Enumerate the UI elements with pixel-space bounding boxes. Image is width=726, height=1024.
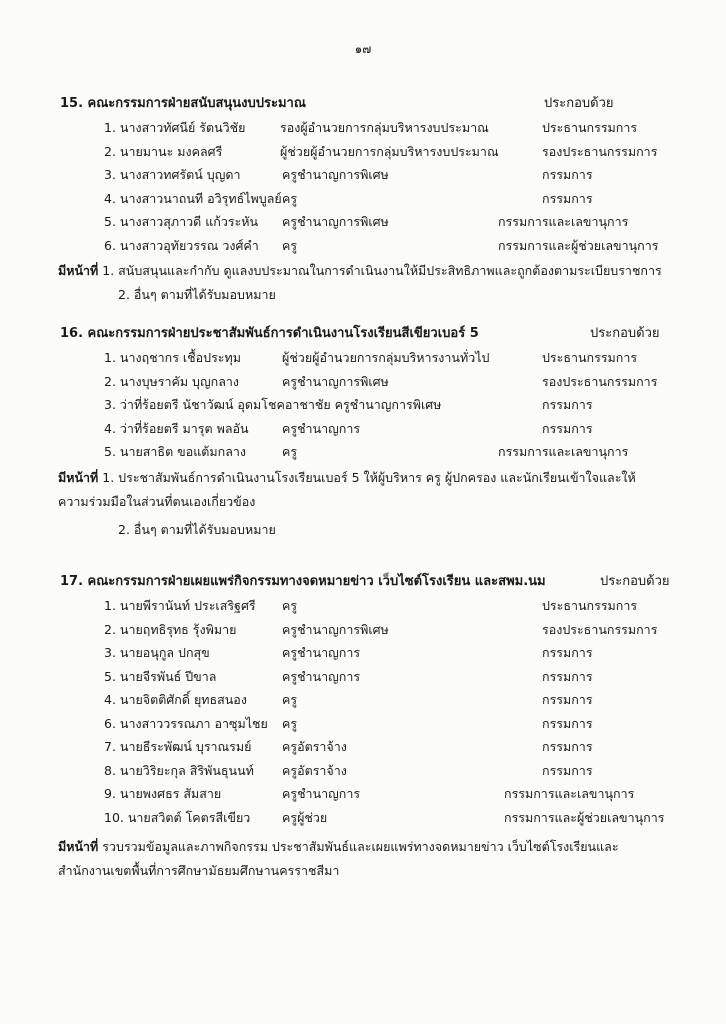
member-name: 5. นางสาวสุภาวดี แก้วระหัน <box>104 214 259 229</box>
member-position: ครู <box>282 190 298 206</box>
member-position: ครูชำนาญการ <box>282 668 361 684</box>
member-row <box>60 395 700 419</box>
duty-line: สำนักงานเขตพื้นที่การศึกษามัธยมศึกษานครราชสีมา <box>58 863 340 878</box>
member-role: ประธานกรรมการ <box>542 598 638 613</box>
member-position: ครูผู้ช่วย <box>282 809 328 825</box>
section-suffix: ประกอบด้วย <box>590 326 660 341</box>
member-position: ครู <box>282 444 298 459</box>
section-title <box>60 92 700 118</box>
member-role: รองประธานกรรมการ <box>542 373 658 389</box>
committee-section-16 <box>60 322 700 542</box>
duty-label: มีหน้าที่ <box>58 263 99 278</box>
duty-block <box>58 835 700 883</box>
member-row <box>60 690 700 714</box>
duty-block <box>58 466 700 542</box>
member-position: ครูชำนาญการพิเศษ <box>282 621 389 637</box>
member-row <box>60 761 700 785</box>
member-name: 4. นายจิตติศักดิ์ ยุทธสนอง <box>104 692 247 707</box>
member-role: กรรมการ <box>542 692 593 707</box>
member-row <box>60 808 700 832</box>
member-name: 5. นายจีรพันธ์ ปีขาล <box>104 668 217 684</box>
duty-text: รวบรวมข้อมูลและภาพกิจกรรม ประชาสัมพันธ์และเผยแพร่ทางจดหมายข่าว เว็บไซต์โรงเรียนและ <box>102 839 619 854</box>
section-title <box>60 322 700 348</box>
member-row <box>60 737 700 761</box>
member-role: กรรมการ <box>542 762 593 778</box>
member-position: ครูชำนาญการ <box>282 645 361 660</box>
member-position: ครูชำนาญการ <box>282 786 361 801</box>
duty-line: 2. อื่นๆ ตามที่ได้รับมอบหมาย <box>118 521 276 537</box>
member-role: กรรมการ <box>542 420 593 436</box>
member-name: 7. นายธีระพัฒน์ บุราณรมย์ <box>104 739 252 754</box>
member-row <box>60 596 700 620</box>
member-row <box>60 442 700 466</box>
member-row <box>60 784 700 808</box>
member-row <box>60 236 700 260</box>
duty-line <box>58 835 700 859</box>
member-role: กรรมการ <box>542 668 593 684</box>
member-row <box>60 142 700 166</box>
member-role: กรรมการและเลขานุการ <box>504 786 635 801</box>
section-title-text: 16. คณะกรรมการฝ่ายประชาสัมพันธ์การดำเนินงานโรงเรียนสีเขียวเบอร์ 5 <box>60 326 479 341</box>
member-position: ครู <box>282 598 298 613</box>
member-name: 6. นางสาวอุทัยวรรณ วงศ์คำ <box>104 237 259 253</box>
section-title-text: 17. คณะกรรมการฝ่ายเผยแพร่กิจกรรมทางจดหมายข่าว เว็บไซต์โรงเรียน และสพม.นม <box>60 574 546 589</box>
member-row <box>60 212 700 236</box>
member-position: ครูชำนาญการพิเศษ <box>282 373 389 389</box>
member-name: 1. นายพีรานันท์ ประเสริฐศรี <box>104 598 256 613</box>
member-name: 10. นายสวิตต์ โคตรสีเขียว <box>104 809 251 825</box>
member-role: กรรมการ <box>542 397 593 412</box>
member-name: 2. นายฤทธิรุทธ รุ้งพิมาย <box>104 621 237 637</box>
member-row <box>60 714 700 738</box>
member-name: 1. นางสาวทัศนีย์ รัตนวิชัย <box>104 120 246 135</box>
member-role: กรรมการและเลขานุการ <box>498 444 629 459</box>
committee-section-15 <box>60 92 700 307</box>
member-name: 8. นายวิริยะกุล สิริพันธุนนท์ <box>104 762 254 778</box>
member-row <box>60 348 700 372</box>
member-name: 6. นางสาววรรณภา อาซุมไชย <box>104 715 268 731</box>
member-position: ครูชำนาญการพิเศษ <box>282 214 389 229</box>
section-suffix: ประกอบด้วย <box>544 96 614 111</box>
member-name: 9. นายพงศธร สัมสาย <box>104 786 222 801</box>
duty-line <box>58 466 700 490</box>
member-position: ครูอัตราจ้าง <box>282 739 347 754</box>
member-row <box>60 419 700 443</box>
member-position: ผู้ช่วยผู้อำนวยการกลุ่มบริหารงานทั่วไป <box>282 350 490 365</box>
member-position: ครูอัตราจ้าง <box>282 762 347 778</box>
duty-text: 1. สนับสนุนและกำกับ ดูแลงบประมาณในการดำเนินงานให้มีประสิทธิภาพและถูกต้องตามระเบียบราชการ <box>102 263 662 278</box>
section-title <box>60 570 700 596</box>
member-name: 2. นายมานะ มงคลศรี <box>104 143 223 159</box>
member-name: 3. นายอนุกูล ปกสุข <box>104 645 210 660</box>
member-row <box>60 118 700 142</box>
member-role: กรรมการ <box>542 190 593 206</box>
duty-label: มีหน้าที่ <box>58 469 99 485</box>
member-name: 5. นายสาธิต ขอแต้มกลาง <box>104 444 246 459</box>
duty-text: 1. ประชาสัมพันธ์การดำเนินงานโรงเรียนเบอร์ 5 ให้ผู้บริหาร ครู ผู้ปกครอง และนักเรียนเข้าใจและให้ <box>102 469 636 485</box>
member-role: ประธานกรรมการ <box>542 120 638 135</box>
duty-block <box>58 259 700 307</box>
member-row <box>60 189 700 213</box>
member-role: ประธานกรรมการ <box>542 350 638 365</box>
member-name: 4. ว่าที่ร้อยตรี มารุต พลอัน <box>104 420 249 436</box>
section-title-text: 15. คณะกรรมการฝ่ายสนับสนุนงบประมาณ <box>60 96 306 111</box>
member-role: รองประธานกรรมการ <box>542 621 658 637</box>
member-name: 3. นางสาวทศรัตน์ บุญดา <box>104 167 241 182</box>
duty-label: มีหน้าที่ <box>58 839 99 854</box>
member-role: กรรมการและผู้ช่วยเลขานุการ <box>498 237 659 253</box>
member-name: 2. นางบุษราคัม บุญกลาง <box>104 373 239 389</box>
member-name: 4. นางสาวนาถนที อวิรุทธ์ไพบูลย์ <box>104 190 282 206</box>
member-role: กรรมการ <box>542 715 593 731</box>
member-name: 3. ว่าที่ร้อยตรี นัชาวัฒน์ อุดมโชคอาชาชัย ครูชำนาญการพิเศษ <box>104 397 442 412</box>
member-position: ครู <box>282 692 298 707</box>
member-row <box>60 165 700 189</box>
member-role: กรรมการ <box>542 645 593 660</box>
member-position: รองผู้อำนวยการกลุ่มบริหารงบประมาณ <box>280 120 489 135</box>
member-position: ครู <box>282 715 298 731</box>
member-name: 1. นางฤชากร เชื้อประทุม <box>104 350 241 365</box>
member-row <box>60 372 700 396</box>
duty-line <box>58 259 700 283</box>
member-row <box>60 667 700 691</box>
member-role: กรรมการและผู้ช่วยเลขานุการ <box>504 809 665 825</box>
member-role: กรรมการและเลขานุการ <box>498 214 629 229</box>
duty-line: ความร่วมมือในส่วนที่ตนเองเกี่ยวข้อง <box>58 493 256 509</box>
member-role: กรรมการ <box>542 739 593 754</box>
member-row <box>60 620 700 644</box>
section-suffix: ประกอบด้วย <box>600 574 670 589</box>
member-position: ผู้ช่วยผู้อำนวยการกลุ่มบริหารงบประมาณ <box>280 143 499 159</box>
member-role: รองประธานกรรมการ <box>542 143 658 159</box>
duty-line: 2. อื่นๆ ตามที่ได้รับมอบหมาย <box>118 287 276 302</box>
member-position: ครูชำนาญการพิเศษ <box>282 167 389 182</box>
member-row <box>60 643 700 667</box>
member-position: ครูชำนาญการ <box>282 420 361 436</box>
committee-section-17 <box>60 570 700 883</box>
member-position: ครู <box>282 237 298 253</box>
page-number: ๑๗ <box>354 42 372 56</box>
member-role: กรรมการ <box>542 167 593 182</box>
